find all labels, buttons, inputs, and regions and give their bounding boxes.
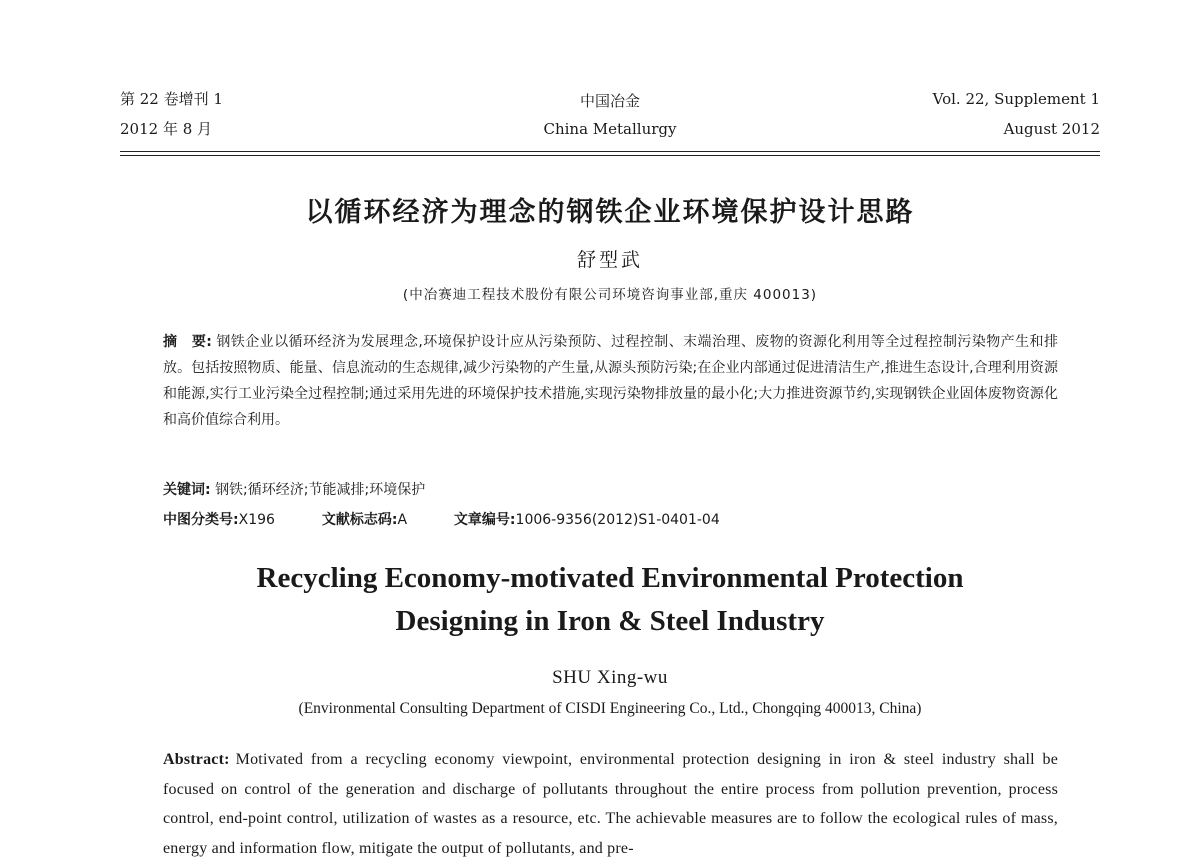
date-en: August 2012 <box>1003 120 1100 138</box>
volume-cn: 第 22 卷增刊 1 <box>120 90 223 108</box>
abstract-cn-label: 摘 要: <box>163 334 212 350</box>
title-en <box>0 557 1200 643</box>
date-cn: 2012 年 8 月 <box>120 120 213 138</box>
journal-cn: 中国冶金 <box>579 92 640 110</box>
title-cn: 以循环经济为理念的钢铁企业环境保护设计思路 <box>305 197 915 228</box>
header-rule-bottom <box>120 155 1100 156</box>
affiliation-cn: (中冶赛迪工程技术股份有限公司环境咨询事业部,重庆 400013) <box>402 287 818 303</box>
classification-cn <box>163 509 720 529</box>
article-number-value: 1006-9356(2012)S1-0401-04 <box>515 512 720 528</box>
clc-value: X196 <box>238 512 275 528</box>
doc-code-value: A <box>397 512 408 528</box>
title-en-line2: Designing in Iron & Steel Industry <box>395 605 825 637</box>
title-en-line1: Recycling Economy-motivated Environmental Protection <box>256 562 964 594</box>
abstract-cn <box>163 329 1058 433</box>
header-rule-top <box>120 151 1100 152</box>
abstract-en-text: Motivated from a recycling economy viewpoint, environmental protection designing in iron & steel industry shall be focused on control of the generation and discharge of pollutants throughout the entire process from pollution prevention, process control, end-point control, utilization of wastes as a resource, etc. The achievable measures are to follow the ecological rules of mass, energy and information flow, mitigate the output of pollutants, and pre- <box>163 751 1058 857</box>
affiliation-en: (Environmental Consulting Department of CISDI Engineering Co., Ltd., Chongqing 400013, China) <box>298 700 922 717</box>
abstract-cn-text: 钢铁企业以循环经济为发展理念,环境保护设计应从污染预防、过程控制、末端治理、废物的资源化利用等全过程控制污染物产生和排放。包括按照物质、能量、信息流动的生态规律,减少污染物的产生量,从源头预防污染;在企业内部通过促进清洁生产,推进生态设计,合理利用资源和能源,实行工业污染全过程控制;通过采用先进的环境保护技术措施,实现污染物排放量的最小化;大力推进资源节约,实现钢铁企业固体废物资源化和高价值综合利用。 <box>163 334 1058 428</box>
header-right <box>933 84 1100 144</box>
author-cn: 舒型武 <box>576 249 643 271</box>
keywords-cn-label: 关键词: <box>163 482 211 498</box>
clc-label: 中图分类号: <box>163 512 239 528</box>
journal-en: China Metallurgy <box>543 120 677 138</box>
keywords-cn <box>163 479 425 499</box>
volume-en: Vol. 22, Supplement 1 <box>932 90 1100 108</box>
doc-code-label: 文献标志码: <box>321 512 398 528</box>
abstract-en <box>163 745 1058 863</box>
author-en: SHU Xing-wu <box>552 667 668 688</box>
article-number-label: 文章编号: <box>453 512 516 528</box>
abstract-en-label: Abstract: <box>163 751 230 768</box>
keywords-cn-text: 钢铁;循环经济;节能减排;环境保护 <box>215 482 426 498</box>
